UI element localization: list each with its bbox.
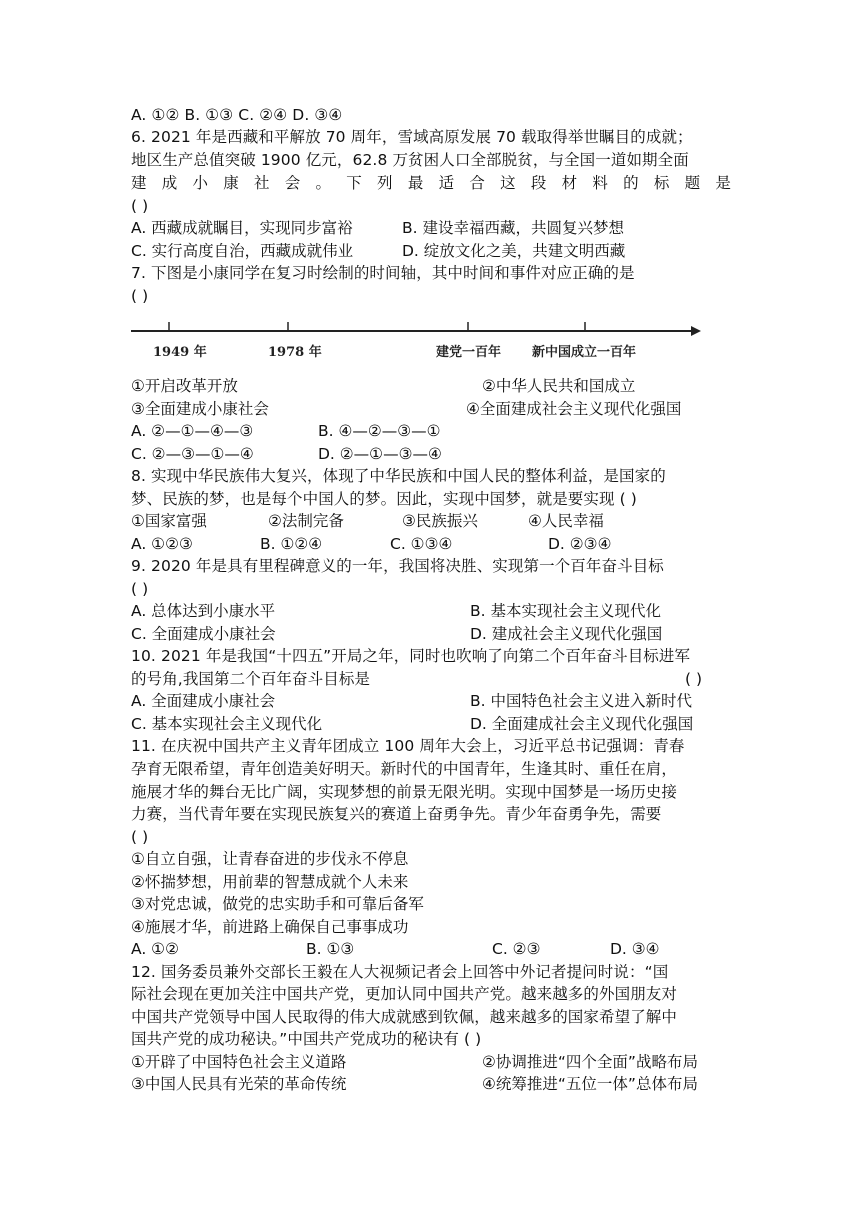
q12-stem-line1: 12. 国务委员兼外交部长王毅在人大视频记者会上回答中外记者提问时说：“国 — [131, 963, 669, 981]
q6-stem-line3: 建成小康社会。下列最适合这段材料的标题是 — [131, 174, 731, 192]
q10-stem-line2: 的号角,我国第二个百年奋斗目标是 — [131, 670, 371, 688]
q8-option-c: C. ①③④ — [390, 535, 453, 553]
q8-item-1: ①国家富强 — [131, 512, 207, 530]
q9-option-a: A. 总体达到小康水平 — [131, 602, 276, 620]
q12-item-1: ①开辟了中国特色社会主义道路 — [131, 1053, 347, 1071]
q10-option-c: C. 基本实现社会主义现代化 — [131, 715, 323, 733]
q6-stem-line1: 6. 2021 年是西藏和平解放 70 周年，雪域高原发展 70 载取得举世瞩目的成就； — [131, 128, 693, 146]
q7-option-b: B. ④—②—③—① — [318, 422, 441, 440]
timeline-arrowhead — [691, 326, 701, 336]
q9-option-d: D. 建成社会主义现代化强国 — [470, 625, 663, 643]
timeline-label-1949: 1949 年 — [153, 345, 207, 360]
q8-option-d: D. ②③④ — [548, 535, 612, 553]
q11-option-d: D. ③④ — [610, 940, 660, 958]
q8-item-4: ④人民幸福 — [528, 512, 604, 530]
timeline-label-party-centenary: 建党一百年 — [436, 345, 502, 360]
q7-item-4: ④全面建成社会主义现代化强国 — [466, 400, 682, 418]
q8-stem-line1: 8. 实现中华民族伟大复兴，体现了中华民族和中国人民的整体利益，是国家的 — [131, 467, 666, 485]
q12-item-4: ④统筹推进“五位一体”总体布局 — [482, 1075, 698, 1093]
q12-item-3: ③中国人民具有光荣的革命传统 — [131, 1075, 347, 1093]
q6-stem-line2: 地区生产总值突破 1900 亿元，62.8 万贫困人口全部脱贫，与全国一道如期全面 — [131, 151, 689, 169]
q8-option-a: A. ①②③ — [131, 535, 193, 553]
q11-stem-line1: 11. 在庆祝中国共产主义青年团成立 100 周年大会上，习近平总书记强调：青春 — [131, 737, 685, 755]
q8-option-b: B. ①②④ — [260, 535, 323, 553]
q8-item-2: ②法制完备 — [268, 512, 344, 530]
q7-option-a: A. ②—①—④—③ — [131, 422, 254, 440]
q12-stem-line3: 中国共产党领导中国人民取得的伟大成就感到钦佩，越来越多的国家希望了解中 — [131, 1008, 678, 1026]
q10-option-b: B. 中国特色社会主义进入新时代 — [470, 692, 692, 710]
q9-option-c: C. 全面建成小康社会 — [131, 625, 276, 643]
q11-item-3: ③对党忠诚，做党的忠实助手和可靠后备军 — [131, 895, 424, 913]
q11-stem-line2: 孕育无限希望，青年创造美好明天。新时代的中国青年，生逢其时、重任在肩， — [131, 760, 678, 778]
q11-item-4: ④施展才华，前进路上确保自己事事成功 — [131, 918, 409, 936]
q11-option-a: A. ①② — [131, 940, 179, 958]
q7-answer-bracket: ( ) — [131, 287, 149, 305]
q7-item-3: ③全面建成小康社会 — [131, 400, 269, 418]
q11-option-b: B. ①③ — [306, 940, 355, 958]
q9-stem-line1: 9. 2020 年是具有里程碑意义的一年，我国将决胜、实现第一个百年奋斗目标 — [131, 557, 664, 575]
q5-options: A. ①② B. ①③ C. ②④ D. ③④ — [131, 106, 343, 124]
q12-stem-line4: 国共产党的成功秘诀。”中国共产党成功的秘诀有 ( ) — [131, 1030, 482, 1048]
q11-item-2: ②怀揣梦想，用前辈的智慧成就个人未来 — [131, 873, 409, 891]
q7-option-c: C. ②—③—①—④ — [131, 445, 254, 463]
q11-stem-line3: 施展才华的舞台无比广阔，实现梦想的前景无限光明。实现中国梦是一场历史接 — [131, 783, 678, 801]
q8-item-3: ③民族振兴 — [402, 512, 478, 530]
q11-answer-bracket: ( ) — [131, 828, 149, 846]
q9-option-b: B. 基本实现社会主义现代化 — [470, 602, 661, 620]
timeline-label-1978: 1978 年 — [268, 345, 322, 360]
q7-option-d: D. ②—①—③—④ — [318, 445, 442, 463]
q10-option-a: A. 全面建成小康社会 — [131, 692, 276, 710]
q9-answer-bracket: ( ) — [131, 580, 149, 598]
q7-item-1: ①开启改革开放 — [131, 377, 238, 395]
q11-stem-line4: 力赛，当代青年要在实现民族复兴的赛道上奋勇争先。青少年奋勇争先，需要 — [131, 805, 662, 823]
q7-stem-line1: 7. 下图是小康同学在复习时绘制的时间轴，其中时间和事件对应正确的是 — [131, 264, 635, 282]
q11-item-1: ①自立自强，让青春奋进的步伐永不停息 — [131, 850, 409, 868]
q6-option-b: B. 建设幸福西藏，共圆复兴梦想 — [402, 219, 624, 237]
q6-option-d: D. 绽放文化之美，共建文明西藏 — [402, 242, 626, 260]
q12-item-2: ②协调推进“四个全面”战略布局 — [482, 1053, 698, 1071]
q8-stem-line2: 梦、民族的梦，也是每个中国人的梦。因此，实现中国梦，就是要实现 ( ) — [131, 490, 637, 508]
q10-stem-line1: 10. 2021 年是我国“十四五”开局之年，同时也吹响了向第二个百年奋斗目标进军 — [131, 647, 691, 665]
q6-answer-bracket: ( ) — [131, 197, 149, 215]
q10-answer-bracket: ( ) — [685, 670, 703, 688]
q7-item-2: ②中华人民共和国成立 — [482, 377, 636, 395]
timeline-label-prc-centenary: 新中国成立一百年 — [532, 345, 637, 360]
q10-option-d: D. 全面建成社会主义现代化强国 — [470, 715, 694, 733]
q12-stem-line2: 际社会现在更加关注中国共产党，更加认同中国共产党。越来越多的外国朋友对 — [131, 985, 678, 1003]
q11-option-c: C. ②③ — [492, 940, 541, 958]
q6-option-a: A. 西藏成就瞩目，实现同步富裕 — [131, 219, 353, 237]
q6-option-c: C. 实行高度自治，西藏成就伟业 — [131, 242, 354, 260]
